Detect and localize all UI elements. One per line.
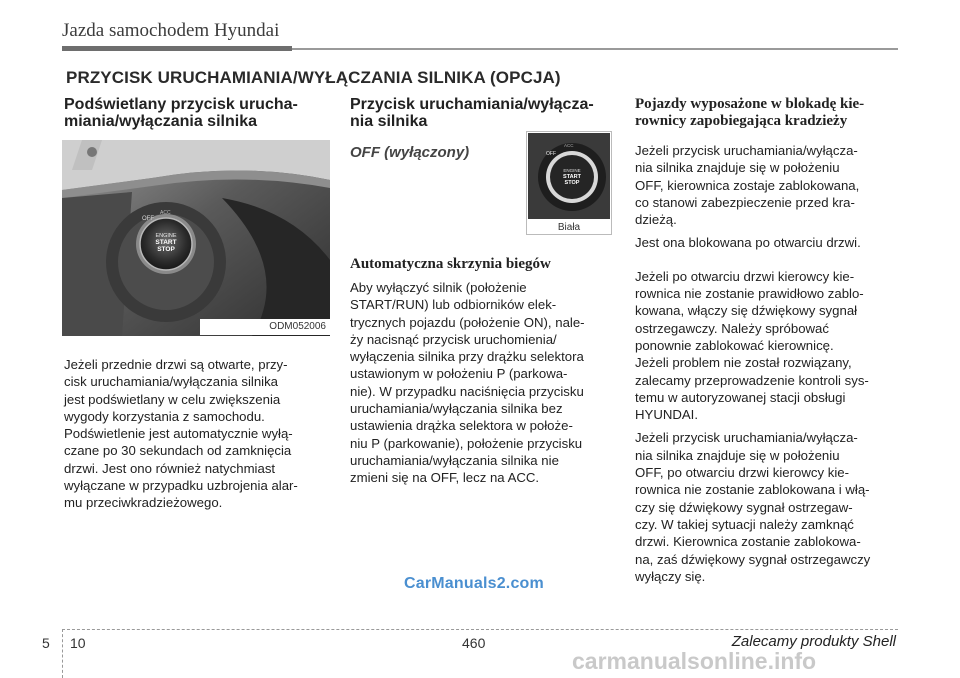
left-body-line: cisk uruchamiania/wyłączania silnika: [64, 374, 279, 390]
middle-body-block: [350, 256, 612, 487]
thumb-acc-label: ACC: [564, 143, 574, 148]
middle-heading-line-1: Przycisk uruchamiania/wyłącza-: [350, 96, 594, 113]
left-heading-line-2: miania/wyłączania silnika: [64, 113, 257, 130]
thumb-off-label: OFF: [546, 151, 556, 157]
right-p3-line: ponownie zablokować kierownicę.: [635, 337, 834, 353]
middle-body-line: ustawienia drążka selektora w położe-: [350, 418, 573, 434]
middle-body-line: ustawionym w położeniu P (parkowa-: [350, 366, 568, 382]
middle-body-line: uruchamiania/wyłączania silnika nie: [350, 452, 559, 468]
middle-body-line: wyłączenia silnika przy drążku selektora: [350, 349, 584, 365]
photo-off-label: OFF: [142, 216, 154, 222]
thumbnail-caption: Biała: [557, 222, 581, 233]
left-body-line: mu przeciwkradzieżowego.: [64, 495, 223, 511]
right-heading-line-1: Pojazdy wyposażone w blokadę kie-: [635, 96, 865, 112]
right-p1-line: OFF, kierownica zostaje zablokowana,: [635, 177, 860, 193]
left-body-line: drzwi. Jest ono również natychmiast: [64, 460, 276, 476]
photo-acc-label: ACC: [160, 210, 171, 216]
footer-rule: [62, 629, 898, 630]
right-p4-line: rownica nie zostanie zablokowana i włą-: [635, 482, 870, 498]
auto-transmission-heading: Automatyczna skrzynia biegów: [350, 256, 551, 272]
chapter-number: 5: [42, 635, 50, 651]
thumbnail-image: [528, 133, 610, 219]
right-p3-line: ostrzegawczy. Należy spróbować: [635, 320, 829, 336]
right-p4-line: nia silnika znajduje się w położeniu: [635, 447, 840, 463]
start-button-thumbnail-illustration: [528, 133, 610, 219]
page-number: 460: [462, 635, 486, 651]
right-p4-line: OFF, po otwarciu drzwi kierowcy kie-: [635, 465, 849, 481]
section-title: PRZYCISK URUCHAMIANIA/WYŁĄCZANIA SILNIKA (OPCJA): [66, 68, 561, 87]
photo-code: ODM052006: [200, 319, 330, 335]
header-rule-light: [292, 48, 898, 50]
thumb-stop-label: STOP: [564, 180, 580, 186]
off-subheading: OFF (wyłączony): [350, 144, 470, 161]
photo-stop-label: STOP: [157, 246, 175, 253]
button-thumbnail: [526, 131, 612, 235]
left-column: [64, 96, 328, 130]
right-p1-line: co stanowi zabezpieczenie przed kra-: [635, 194, 855, 210]
right-p3-line: Jeżeli problem nie został rozwiązany,: [635, 355, 852, 371]
photo-start-label: START: [155, 239, 177, 246]
right-p4-line: Jeżeli przycisk uruchamiania/wyłącza-: [635, 430, 858, 446]
right-p4-line: czy się dźwiękowy sygnał ostrzegaw-: [635, 499, 853, 515]
left-body-line: Podświetlenie jest automatycznie wyłą-: [64, 426, 293, 442]
left-body: [64, 356, 328, 512]
right-p3-line: Jeżeli po otwarciu drzwi kierowcy kie-: [635, 268, 855, 284]
thumb-start-label: START: [563, 174, 581, 180]
middle-body-line: niu P (parkowanie), położenie przycisku: [350, 435, 583, 451]
right-column: [635, 96, 897, 585]
middle-body-line: Aby wyłączyć silnik (położenie: [350, 280, 527, 295]
right-p1-line: Jeżeli przycisk uruchamiania/wyłącza-: [635, 143, 858, 158]
right-heading-line-2: rownicy zapobiegająca kradzieży: [635, 113, 848, 129]
right-p3-line: HYUNDAI.: [635, 407, 699, 423]
right-p1-line: dzieżą.: [635, 212, 677, 228]
right-p1-line: nia silnika znajduje się w położeniu: [635, 160, 840, 176]
right-p3-line: zalecamy przeprowadzenie kontroli sys-: [635, 372, 869, 388]
middle-body-line: trycznych pojazdu (położenie ON), nale-: [350, 314, 585, 330]
right-p4-line: drzwi. Kierownica zostanie zablokowa-: [635, 534, 861, 550]
dashboard-illustration: [62, 140, 330, 336]
thumb-engine-label: ENGINE: [563, 168, 581, 173]
right-p3-line: rownica nie zostanie prawidłowo zablo-: [635, 286, 864, 302]
left-body-line: jest podświetlany w celu zwiększenia: [64, 391, 281, 407]
watermark-carmanuals: CarManuals2.com: [404, 575, 544, 592]
right-p4-line: wyłączy się.: [635, 568, 706, 584]
photo-engine-label: ENGINE: [155, 233, 177, 239]
right-p3-line: kowana, włączy się dźwiękowy sygnał: [635, 303, 858, 319]
right-p4-line: czy. W takiej sytuacji należy zamknąć: [635, 516, 854, 532]
watermark-online: carmanualsonline.info: [572, 648, 817, 674]
left-body-line: czane po 30 sekundach od zamknięcia: [64, 443, 292, 459]
footer-divider: [62, 629, 63, 678]
start-button-photo: [62, 140, 330, 336]
header-rule-dark: [62, 46, 292, 51]
left-heading-line-1: Podświetlany przycisk urucha-: [64, 96, 298, 113]
running-header: Jazda samochodem Hyundai: [62, 20, 280, 41]
middle-body-line: nie). W przypadku naciśnięcia przycisku: [350, 383, 584, 399]
left-body-line: wyłączane w przypadku uzbrojenia alar-: [64, 478, 298, 494]
left-body-line: Jeżeli przednie drzwi są otwarte, przy-: [64, 357, 288, 372]
chapter-page: 10: [70, 635, 86, 651]
right-p3-line: temu w autoryzowanej stacji obsługi: [635, 389, 846, 405]
middle-body-line: ży nacisnąć przycisk uruchomienia/: [350, 331, 557, 347]
footer-tagline: Zalecamy produkty Shell: [731, 633, 896, 650]
right-paragraph-2: Jest ona blokowana po otwarciu drzwi.: [635, 235, 861, 251]
left-body-line: wygody korzystania z samochodu.: [64, 408, 265, 424]
middle-heading-line-2: nia silnika: [350, 113, 428, 130]
middle-body-line: START/RUN) lub odbiorników elek-: [350, 297, 557, 313]
middle-body-line: zmieni się na OFF, lecz na ACC.: [350, 470, 540, 486]
right-p4-line: na, zaś dźwiękowy sygnał ostrzegawczy: [635, 551, 871, 567]
middle-body-line: uruchamiania/wyłączania silnika bez: [350, 401, 563, 417]
